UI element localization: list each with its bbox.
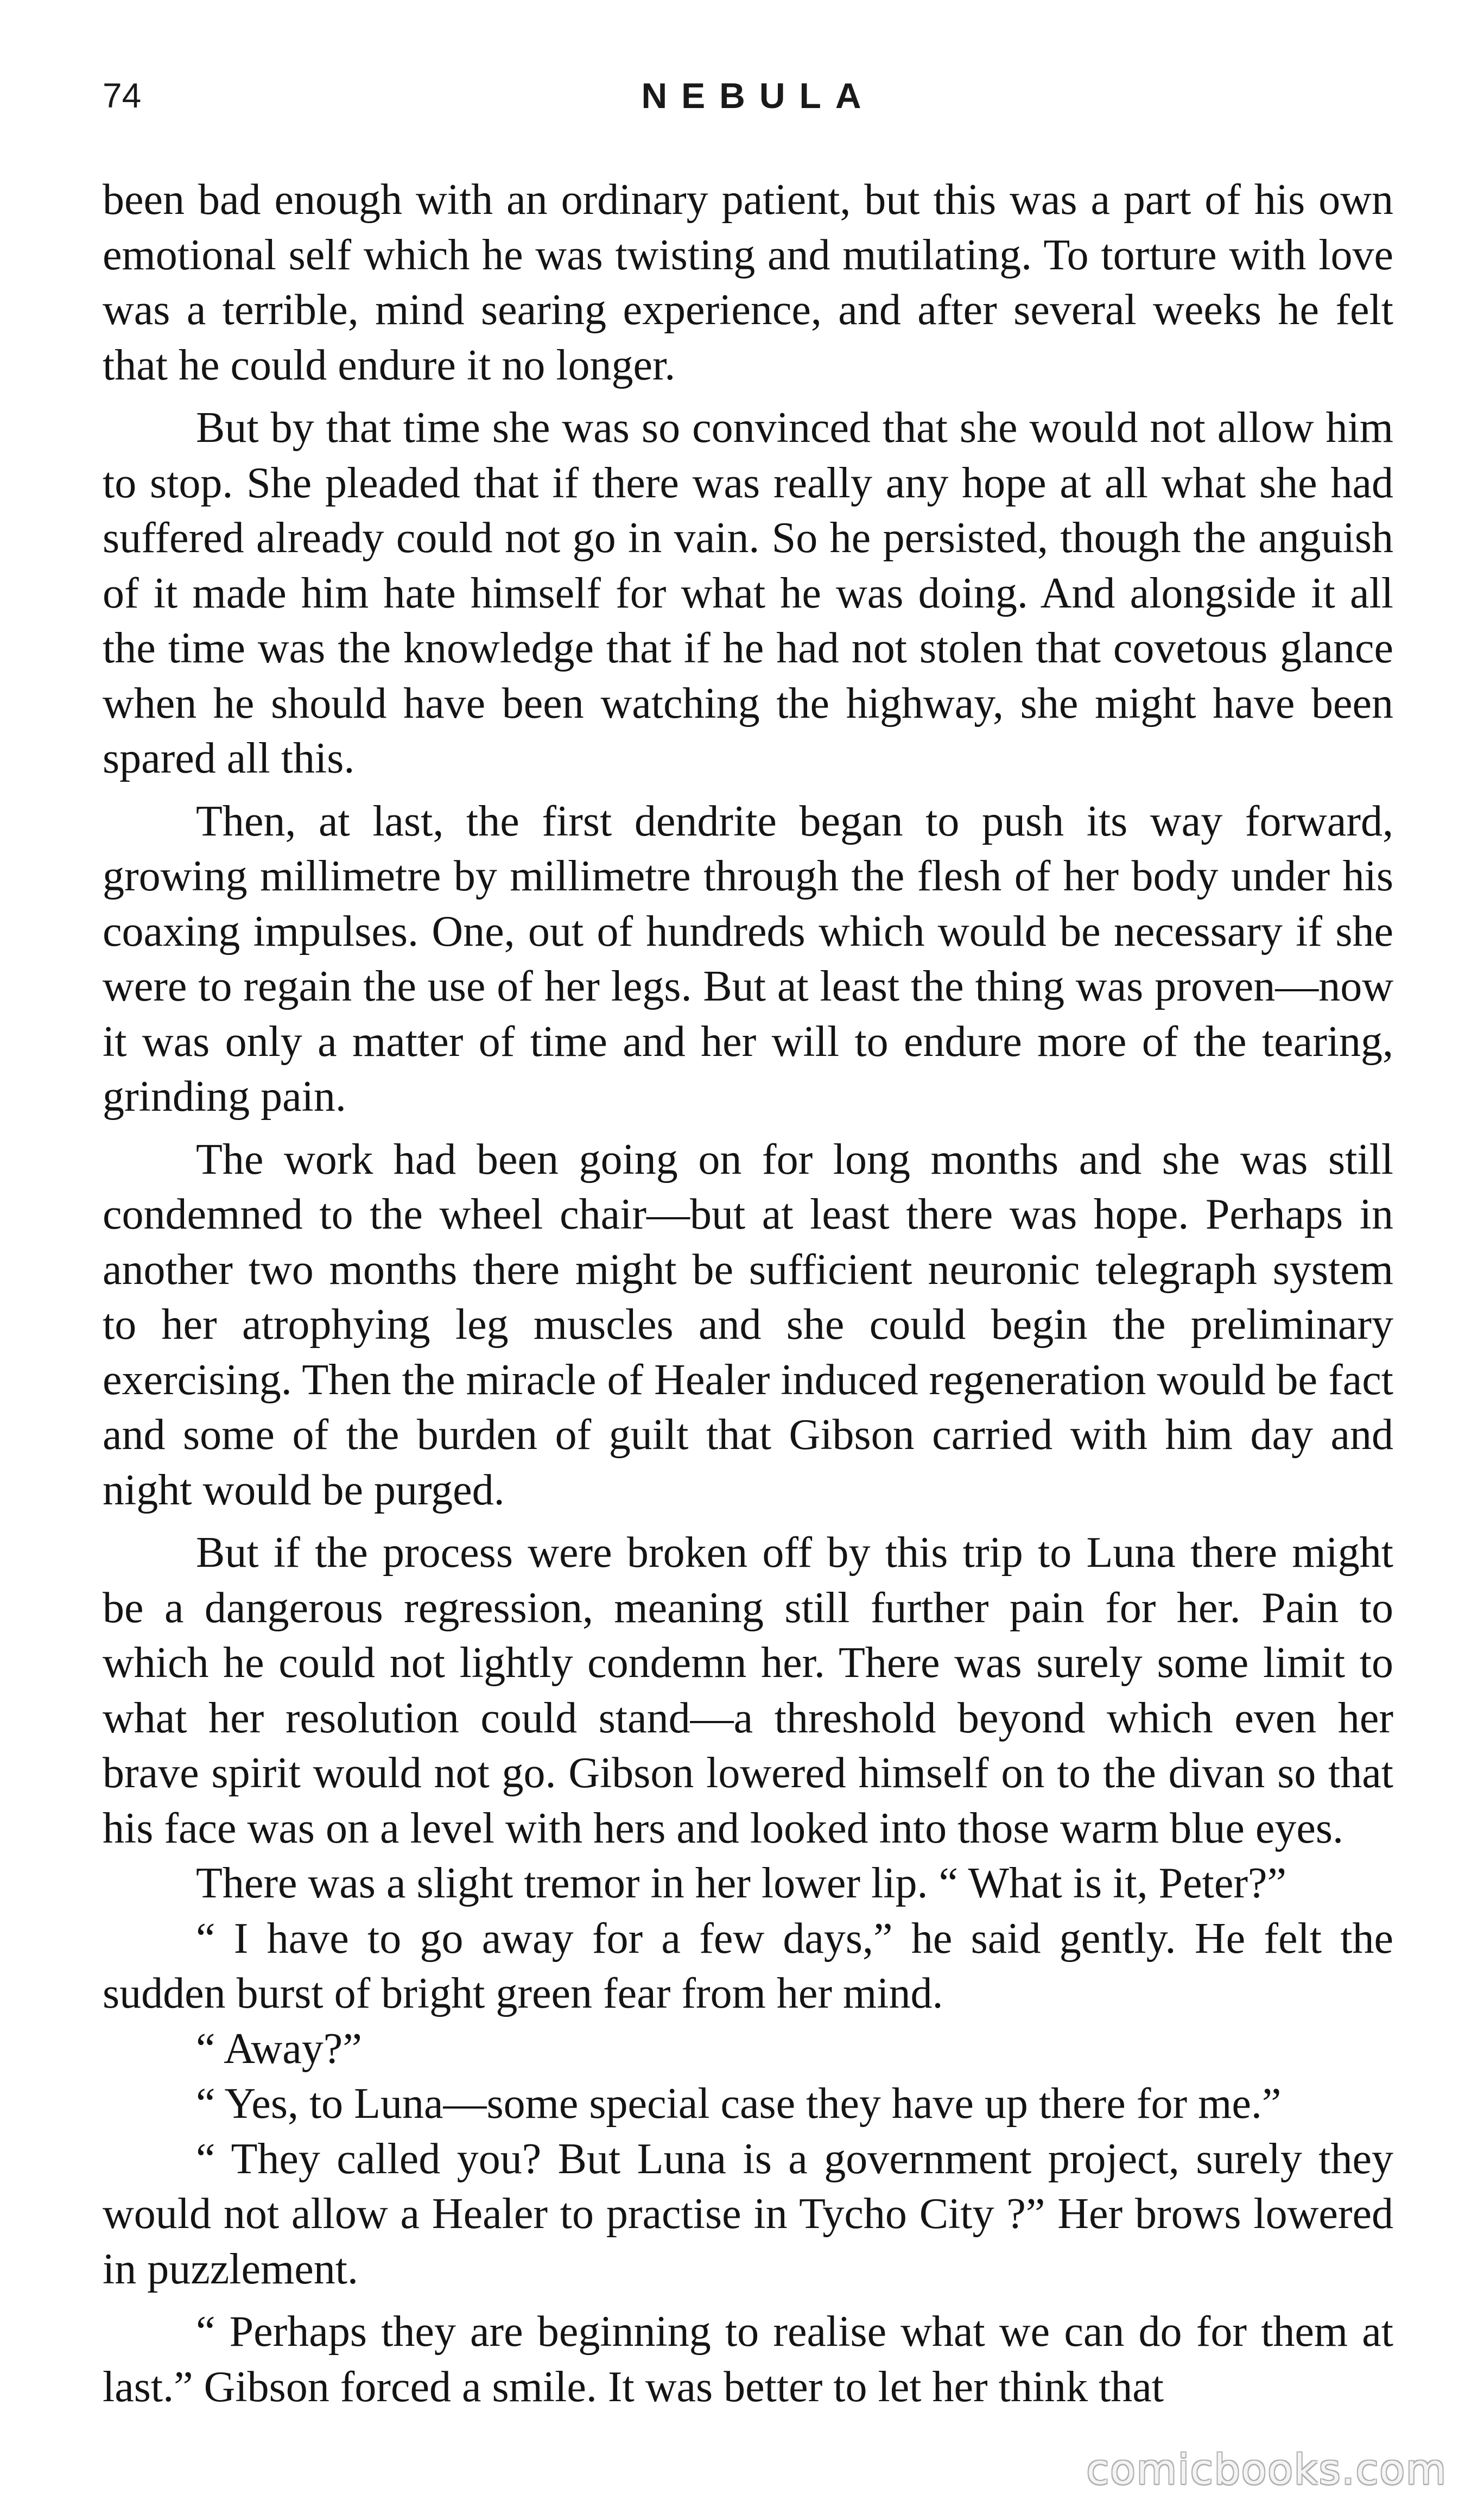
- paragraph: been bad enough with an ordinary patient, but this was a part of his own emotional self which he was twisting and mutilating. To torture with love was a terrible, mind searing experience, and after several weeks he felt that he could endure it no longer.: [103, 176, 1393, 389]
- body-text: [103, 173, 1393, 2415]
- paragraph: “ They called you? But Luna is a government project, surely they would not allow a Healer to practise in Tycho City ?” Her brows lowered in puzzlement.: [103, 2135, 1393, 2293]
- paragraph: But if the process were broken off by this trip to Luna there might be a dangerous regression, meaning still further pain for her. Pain to which he could not lightly condemn her. There was surely some limit to what her resolution could stand—a threshold beyond which even her brave spirit would not go. Gibson lowered himself on to the divan so that his face was on a level with hers and looked into those warm blue eyes.: [103, 1529, 1393, 1852]
- running-title: NEBULA: [641, 75, 876, 116]
- paragraph: Then, at last, the first dendrite began to push its way forward, growing millimetre by millimetre through the flesh of her body under his coaxing impulses. One, out of hundreds which would be necessary if she were to regain the use of her legs. But at least the thing was proven—now it was only a matter of time and her will to endure more of the tearing, grinding pain.: [103, 797, 1393, 1121]
- page-header: [103, 69, 1394, 129]
- paragraph: “ Yes, to Luna—some special case they have up there for me.”: [196, 2080, 1282, 2128]
- paragraph: “ Perhaps they are beginning to realise what we can do for them at last.” Gibson forced a smile. It was better to let her think that: [103, 2308, 1393, 2411]
- paragraph: But by that time she was so convinced that she would not allow him to stop. She pleaded that if there was really any hope at all what she had suffered already could not go in vain. So he persisted, though the anguish of it made him hate himself for what he was doing. And alongside it all the time was the knowledge that if he had not stolen that covetous glance when he should have been watching the highway, she might have been spared all this.: [103, 404, 1393, 782]
- paragraph: The work had been going on for long months and she was still condemned to the wheel chair—but at least there was hope. Perhaps in another two months there might be sufficient neuronic telegraph system to her atrophying leg muscles and she could begin the preliminary exercising. Then the miracle of Healer induced regeneration would be fact and some of the burden of guilt that Gibson carried with him day and night would be purged.: [103, 1135, 1393, 1514]
- watermark: comicbooks.com: [1086, 2445, 1447, 2493]
- paragraph: There was a slight tremor in her lower lip. “ What is it, Peter?”: [196, 1859, 1286, 1907]
- paragraph: “ I have to go away for a few days,” he said gently. He felt the sudden burst of bright green fear from her mind.: [103, 1914, 1393, 2017]
- paragraph: “ Away?”: [196, 2024, 362, 2073]
- page-number: 74: [103, 76, 142, 115]
